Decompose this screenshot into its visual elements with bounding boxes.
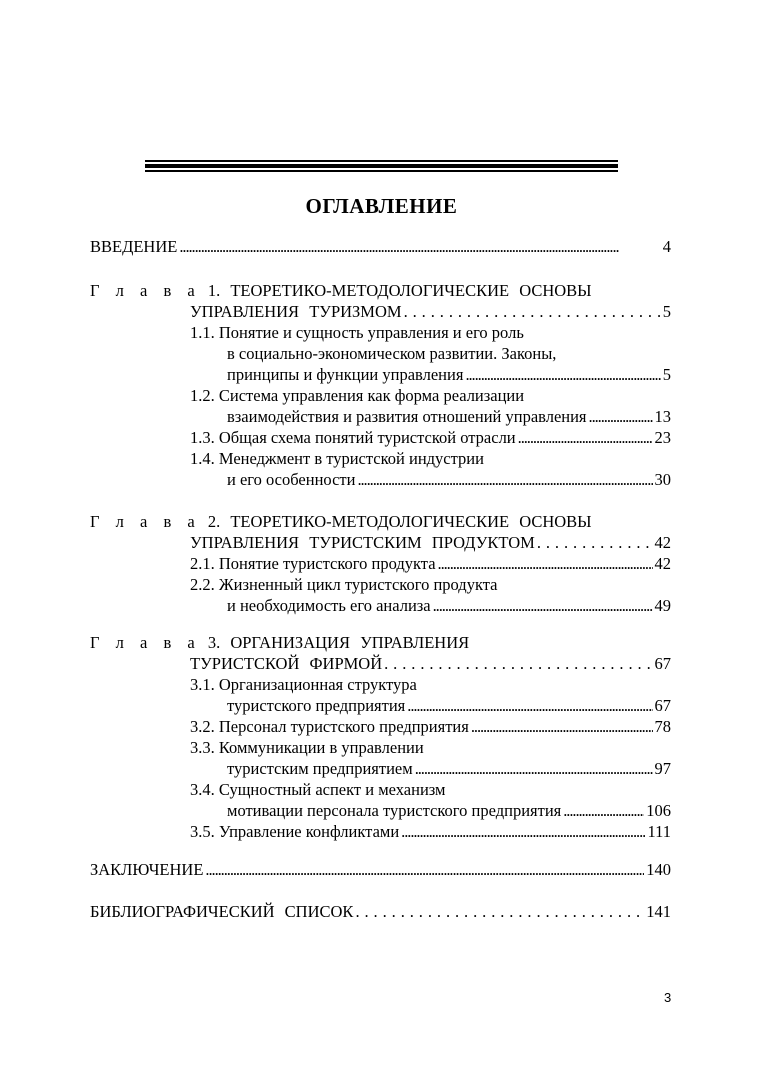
page-ref: 5 xyxy=(662,365,671,384)
leader-dots xyxy=(465,364,660,386)
toc-section-2-2-end[interactable]: и необходимость его анализа . . . 49 xyxy=(227,595,671,617)
toc-entry-conclusion[interactable]: ЗАКЛЮЧЕНИЕ . . . 140 xyxy=(90,859,671,881)
leader-dots xyxy=(589,406,653,428)
toc-section-3-4-end[interactable]: мотивации персонала туристского предприятия . . . 106 xyxy=(227,800,671,822)
toc-chapter-3-title[interactable]: ТУРИСТСКОЙ ФИРМОЙ . . . 67 xyxy=(190,653,671,675)
toc-chapter-1-heading[interactable]: Г л а в а 1. ТЕОРЕТИКО-МЕТОДОЛОГИЧЕСКИЕ ОСНОВЫ xyxy=(90,281,592,300)
leader-dots xyxy=(384,653,652,675)
toc-section-1-4-end[interactable]: и его особенности . . . 30 xyxy=(227,469,671,491)
toc-section-1-3[interactable]: 1.3. Общая схема понятий туристской отрасли . . . 23 xyxy=(190,427,671,449)
page-ref: 42 xyxy=(654,533,671,552)
toc-section-1-2-end[interactable]: взаимодействия и развития отношений управления . . . 13 xyxy=(227,406,671,428)
page-ref: 42 xyxy=(654,554,671,573)
toc-section-3-1-end[interactable]: туристского предприятия . . . 67 xyxy=(227,695,671,717)
leader-dots xyxy=(401,821,645,843)
leader-dots xyxy=(205,859,644,881)
leader-dots xyxy=(415,758,653,780)
page-ref: 30 xyxy=(654,470,671,489)
toc-section-3-3[interactable]: 3.3. Коммуникации в управлении xyxy=(190,738,424,757)
toc-section-1-2[interactable]: 1.2. Система управления как форма реализации xyxy=(190,386,525,405)
toc-section-1-1-cont: в социально-экономическом развитии. Законы, xyxy=(227,344,557,363)
page-ref: 5 xyxy=(662,302,671,321)
page-ref: 140 xyxy=(646,860,671,879)
leader-dots xyxy=(433,595,653,617)
page-ref: 49 xyxy=(654,596,671,615)
page-ref: 111 xyxy=(647,822,671,841)
page-ref: 13 xyxy=(654,407,671,426)
leader-dots xyxy=(404,301,661,323)
page-ref: 67 xyxy=(654,696,671,715)
page-ref: 23 xyxy=(654,428,671,447)
page-title: ОГЛАВЛЕНИЕ xyxy=(305,194,458,218)
rule-line xyxy=(145,164,618,168)
leader-dots xyxy=(518,427,653,449)
toc-section-3-2[interactable]: 3.2. Персонал туристского предприятия . . . 78 xyxy=(190,716,671,738)
leader-dots xyxy=(179,236,660,258)
leader-dots xyxy=(355,901,644,923)
toc-section-1-1[interactable]: 1.1. Понятие и сущность управления и его роль xyxy=(190,323,524,342)
toc-section-3-1[interactable]: 3.1. Организационная структура xyxy=(190,675,417,694)
toc-chapter-1-title[interactable]: УПРАВЛЕНИЯ ТУРИЗМОМ . . . 5 xyxy=(190,301,671,323)
rule-line xyxy=(145,160,618,162)
toc-chapter-2-title[interactable]: УПРАВЛЕНИЯ ТУРИСТСКИМ ПРОДУКТОМ . . . 42 xyxy=(190,532,671,554)
toc-entry-bibliography[interactable]: БИБЛИОГРАФИЧЕСКИЙ СПИСОК . . . 141 xyxy=(90,901,671,923)
page-ref: 67 xyxy=(654,654,671,673)
page-ref: 78 xyxy=(654,717,671,736)
toc-chapter-3-heading[interactable]: Г л а в а 3. ОРГАНИЗАЦИЯ УПРАВЛЕНИЯ xyxy=(90,633,470,652)
leader-dots xyxy=(563,800,644,822)
toc-section-3-5[interactable]: 3.5. Управление конфликтами . . . 111 xyxy=(190,821,671,843)
leader-dots xyxy=(471,716,653,738)
toc-entry-intro[interactable]: ВВЕДЕНИЕ . . . 4 xyxy=(90,236,671,258)
toc-section-2-2[interactable]: 2.2. Жизненный цикл туристского продукта xyxy=(190,575,498,594)
toc-section-1-4[interactable]: 1.4. Менеджмент в туристской индустрии xyxy=(190,449,484,468)
toc-section-1-1-end[interactable]: принципы и функции управления . . . 5 xyxy=(227,364,671,386)
rule-line xyxy=(145,170,618,172)
header-rules xyxy=(145,160,618,172)
leader-dots xyxy=(537,532,653,554)
page-ref: 106 xyxy=(646,801,671,820)
toc-section-2-1[interactable]: 2.1. Понятие туристского продукта . . . 42 xyxy=(190,553,671,575)
leader-dots xyxy=(357,469,652,491)
toc-section-3-3-end[interactable]: туристским предприятием . . . 97 xyxy=(227,758,671,780)
toc-section-3-4[interactable]: 3.4. Сущностный аспект и механизм xyxy=(190,780,446,799)
leader-dots xyxy=(407,695,652,717)
page-ref: 141 xyxy=(646,902,671,921)
toc-chapter-2-heading[interactable]: Г л а в а 2. ТЕОРЕТИКО-МЕТОДОЛОГИЧЕСКИЕ ОСНОВЫ xyxy=(90,512,592,531)
leader-dots xyxy=(438,553,653,575)
page-ref: 4 xyxy=(662,237,671,256)
page-number: 3 xyxy=(664,990,672,1005)
page-ref: 97 xyxy=(654,759,671,778)
